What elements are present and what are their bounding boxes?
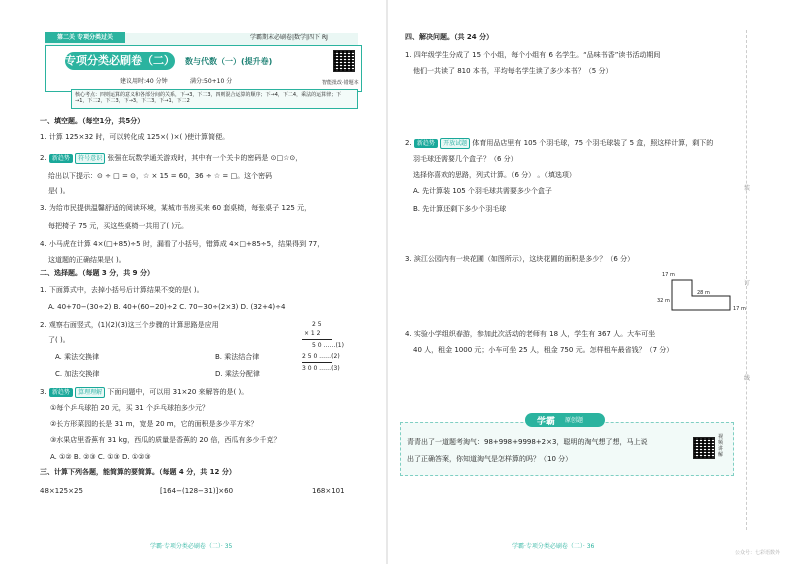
left-page (0, 0, 396, 564)
page-title: 专项分类必刷卷（二） (65, 52, 175, 70)
running-head: 学霸期末必刷卷|数学|四下 RJ (250, 34, 328, 41)
s2-q2-line2: 了( )。 (48, 336, 70, 344)
s2-q2-option-a: A. 乘法交换律 (55, 353, 100, 361)
time-limit: 建议用时:40 分钟 (120, 78, 168, 85)
s2-q2-option-d: D. 乘法分配律 (215, 370, 260, 378)
skill-tag: 算理理解 (75, 387, 105, 398)
s1-q2-text: 张强在玩数学通关游戏时，其中有一个关卡的密码是 ⊙□☆⊙， (107, 154, 303, 162)
page-footer: 学霸·专项分类必刷卷（二）· 35 (150, 543, 233, 550)
section-3-title: 三、计算下列各题，能简算的要简算。（每题 4 分，共 12 分） (40, 468, 236, 476)
s2-q2-option-b: B. 乘法结合律 (215, 353, 260, 361)
vertical-calc-row4: 2 5 0 ……(2) (302, 353, 340, 360)
qr-code-icon[interactable] (693, 437, 715, 459)
r-q1-line2: 他们一共读了 810 本书，平均每名学生读了多少本书？（5 分） (413, 67, 613, 75)
full-score: 满分:50+10 分 (190, 78, 233, 85)
binding-gutter (386, 0, 388, 564)
cut-line (746, 30, 747, 530)
s2-q2-line1: 2. 观察右面竖式，(1)(2)(3)这三个步骤的计算思路是应用 (40, 321, 219, 329)
vertical-calc-row3: 5 0 ……(1) (312, 342, 344, 349)
s1-q2-line2: 给出以下提示：⊙ ÷ □ = ⊙，☆ × 15 = 60，36 ÷ ☆ = □。这个密码 (48, 172, 273, 180)
section-4-title: 四、解决问题。（共 24 分） (405, 33, 494, 41)
original-q-line2: 出了正确答案，你知道淘气是怎样算的吗？（10 分） (407, 455, 573, 463)
right-page (397, 0, 793, 564)
r-q2-line1: 2. 新趋势 开放试题 体育用品店里有 105 个羽毛球，75 个羽毛球装了 5 盒，照这样计算，剩下的 (405, 139, 714, 147)
section-2-title: 二、选择题。（每题 3 分，共 9 分） (40, 269, 154, 277)
vertical-calc-row5: 3 0 0 ……(3) (302, 365, 340, 372)
skill-tag: 符号意识 (75, 153, 105, 164)
page-footer: 学霸·专项分类必刷卷（二）· 36 (512, 543, 595, 550)
vertical-calc-row2: × 1 2 (304, 330, 321, 337)
vertical-calc-rule2 (302, 362, 332, 363)
qr-code-icon[interactable] (333, 50, 355, 72)
vertical-calc-rule1 (302, 339, 332, 340)
r-q2-text: 体育用品店里有 105 个羽毛球，75 个羽毛球装了 5 盒，照这样计算，剩下的 (472, 139, 714, 147)
margin-char-3: 线 (744, 375, 751, 382)
watermark: 公众号：七彩语数外 (735, 550, 781, 556)
calc-expression-1: 48×125×25 (40, 487, 83, 495)
fig-label-mid: 28 m (697, 290, 710, 296)
s2-q3-line1: 3. 新趋势 算理理解 下面问题中，可以用 31×20 来解答的是( )。 (40, 388, 249, 396)
qr-caption: 视频讲解 (718, 434, 724, 458)
margin-char-2: 订 (744, 280, 751, 287)
s2-q3-item1: ①每个乒乓球拍 20 元，买 31 个乒乓球拍多少元？ (50, 404, 209, 412)
fig-label-right: 17 m (733, 306, 746, 312)
tip-text: 核心考点：四则运算的意义和各部分间的关系，下→3，下二3，四则混合运算的顺序；下→4，下二4，乘法的运算律；下→1，下二2，下二3，下→3，下二3，下→1，下二2 (75, 92, 342, 104)
s2-q1-options: A. 40+70−(30÷2) B. 40+(60−20)÷2 C. 70−30÷(2×3) D. (32+4)÷4 (48, 303, 286, 311)
vertical-calc-row1: 2 5 (312, 321, 322, 328)
new-trend-tag: 新趋势 (49, 154, 73, 163)
skill-tag: 开放试题 (440, 138, 470, 149)
s1-q4-line1: 4. 小马虎在计算 4×(□+85)÷5 时，漏看了小括号，错算成 4×□+85÷5，结果得到 77， (40, 240, 325, 248)
s2-q3-text: 下面问题中，可以用 31×20 来解答的是( )。 (107, 388, 249, 396)
original-badge-sub: 原创题 (565, 417, 584, 424)
r-q2-line3: 选择你喜欢的思路，列式计算。（6 分） 。（填选项） (413, 171, 576, 179)
calc-expression-3: 168×101 (312, 487, 345, 495)
r-q2-line2: 羽毛球还需要几个盒子？（6 分） (413, 155, 518, 163)
r-q3-text: 3. 滨江公园内有一块花圃（如图所示），这块花圃的面积是多少？（6 分） (405, 255, 635, 263)
s2-q2-option-c: C. 加法交换律 (55, 370, 100, 378)
r-q2-option-a: A. 先计算装 105 个羽毛球共需要多少个盒子 (413, 187, 552, 195)
original-question-box (400, 422, 734, 476)
s1-q4-line2: 这道题的正确结果是( )。 (48, 256, 126, 264)
s2-q1: 1. 下面算式中，去掉小括号后计算结果不变的是( )。 (40, 286, 204, 294)
new-trend-tag: 新趋势 (414, 139, 438, 148)
page-subtitle: 数与代数（一）(提升卷) (185, 57, 273, 66)
s2-q3-item3: ③水果店里香蕉有 31 kg，西瓜的质量是香蕉的 20 倍，西瓜有多少千克？ (50, 436, 281, 444)
r-q4-line2: 40 人，租金 1000 元；小车可坐 25 人，租金 750 元。怎样租车最省钱？（7 分） (413, 346, 674, 354)
s1-q2-line3: 是( )。 (48, 187, 70, 195)
s1-q3-line1: 3. 为给市民提供温馨舒适的阅读环境，某城市书房买来 60 套桌椅，每张桌子 125 元， (40, 204, 312, 212)
new-trend-tag: 新趋势 (49, 388, 73, 397)
original-q-line1: 青青出了一道题考淘气：98+998+9998+2×3，聪明的淘气想了想，马上说 (407, 438, 648, 446)
section-1-title: 一、填空题。（每空1分，共5分） (40, 117, 145, 125)
s1-q1: 1. 计算 125×32 时，可以转化成 125×( )×( )使计算简便。 (40, 133, 230, 141)
stage-tab: 第二关 专项分类过关 (45, 32, 125, 43)
s1-q2-line1: 2. 新趋势 符号意识 张强在玩数学通关游戏时，其中有一个关卡的密码是 ⊙□☆⊙， (40, 154, 303, 162)
s1-q3-line2: 每把椅子 75 元，买这些桌椅一共用了( )元。 (48, 222, 189, 230)
r-q1-line1: 1. 四年级学生分成了 15 个小组，每个小组有 6 名学生。“品味书香”读书活动期间 (405, 51, 661, 59)
calc-expression-2: [164−(128−31)]×60 (160, 487, 234, 495)
margin-char-1: 装 (744, 185, 751, 192)
fig-label-top: 17 m (662, 272, 675, 278)
r-q4-line1: 4. 实验小学组织春游，参加此次活动的老师有 18 人，学生有 367 人。大车可坐 (405, 330, 656, 338)
s2-q3-item2: ②长方形菜园的长是 31 m，宽是 20 m，它的面积是多少平方米？ (50, 420, 258, 428)
qr-caption: 智能批改·错题本 (322, 80, 359, 86)
r-q2-option-b: B. 先计算还剩下多少个羽毛球 (413, 205, 507, 213)
fig-label-left: 32 m (657, 298, 670, 304)
original-badge-title: 学霸 (537, 417, 556, 427)
s2-q3-options: A. ①② B. ②③ C. ①③ D. ①②③ (50, 453, 151, 461)
